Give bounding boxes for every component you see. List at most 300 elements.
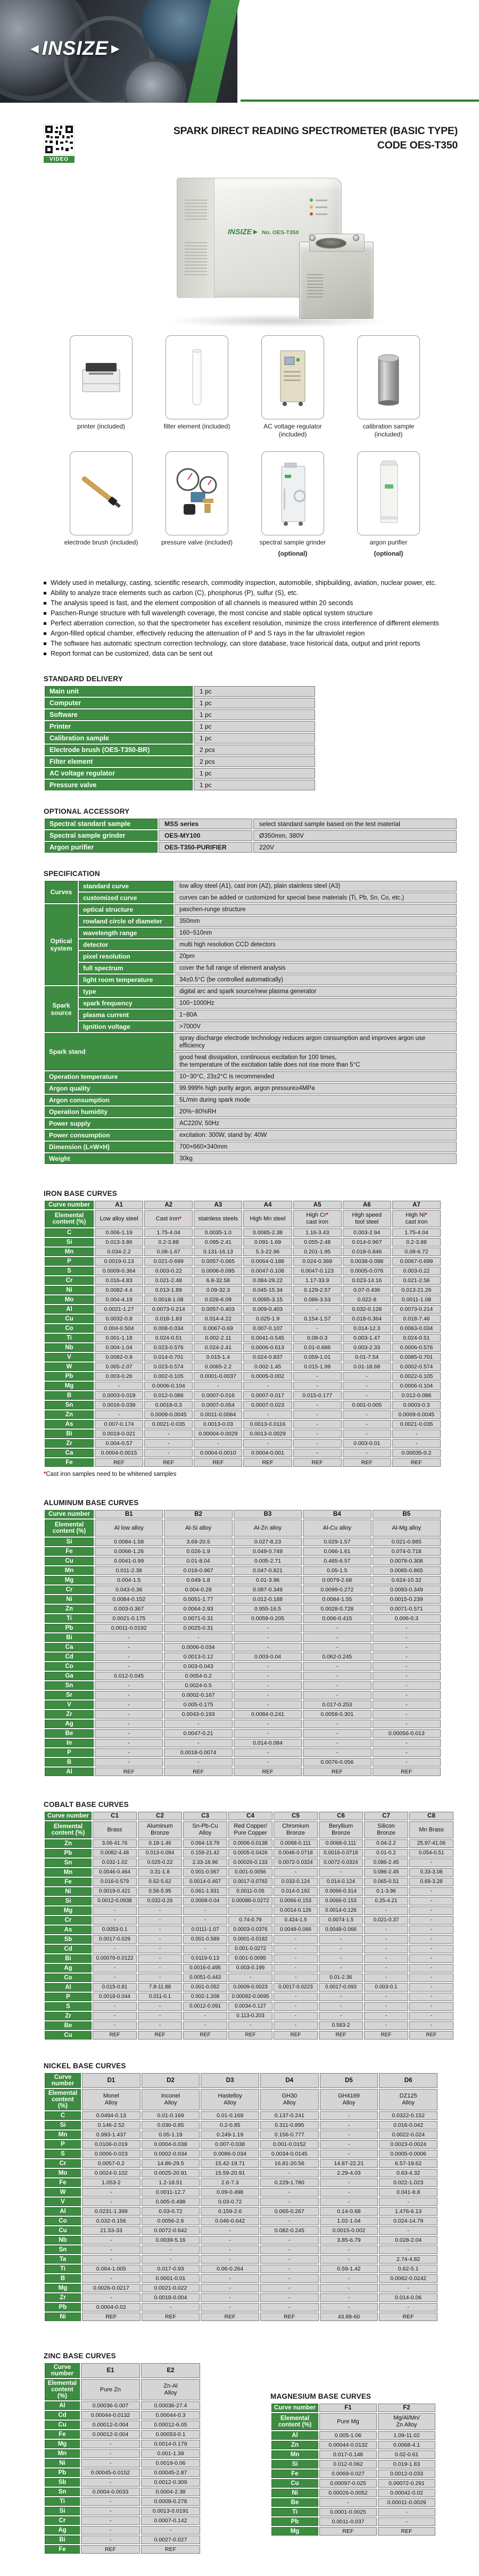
element-range: - bbox=[234, 1700, 302, 1709]
alloy-name: Hastelloy Alloy bbox=[201, 2089, 259, 2110]
element-symbol: Al bbox=[271, 2431, 318, 2440]
element-range: - bbox=[392, 1430, 441, 1438]
element-range: - bbox=[183, 1945, 227, 1953]
element-range: - bbox=[260, 2236, 319, 2244]
element-range: - bbox=[409, 1887, 453, 1896]
element-range: 0.032-0.156 bbox=[82, 2217, 141, 2225]
spectral-sample-grinder-icon bbox=[269, 459, 317, 528]
element-range: 0.013-1.89 bbox=[144, 1286, 193, 1294]
element-range: 0.0013-0.0116 bbox=[243, 1420, 292, 1429]
element-range: 0.001-1.39 bbox=[141, 2449, 200, 2458]
element-range: 0.01-8.04 bbox=[164, 1557, 232, 1565]
element-range: - bbox=[364, 1935, 408, 1944]
element-range: 0.0063-0.034 bbox=[392, 1324, 441, 1333]
spec-group-label: Spark source bbox=[45, 986, 78, 1032]
run-led bbox=[310, 199, 313, 202]
spec-value: excitation: 300W, stand by: 40W bbox=[175, 1130, 457, 1141]
element-range: - bbox=[138, 1926, 182, 1934]
element-range: 0.005-2.07 bbox=[95, 1363, 143, 1371]
led-label-bar bbox=[316, 213, 327, 215]
alloy-name: Brass bbox=[93, 1821, 137, 1838]
iron-base-curves-section bbox=[44, 1190, 458, 1477]
alloy-name: Zn-Al Alloy bbox=[141, 2379, 200, 2400]
element-range: - bbox=[320, 2111, 378, 2120]
spec-value: 20pm bbox=[175, 951, 457, 962]
element-range: 0.024-0.51 bbox=[144, 1334, 193, 1342]
element-range: 0.036-0.85 bbox=[142, 2121, 200, 2129]
element-range: 0.05-1.5 bbox=[303, 1566, 371, 1575]
element-range: - bbox=[81, 2440, 140, 2448]
element-range: 0.006-0.3 bbox=[373, 1614, 441, 1623]
element-range: 0.0021-0.175 bbox=[95, 1614, 163, 1623]
element-symbol: Fe bbox=[45, 2178, 81, 2187]
elemental-content-label: Elemental content (%) bbox=[45, 2089, 81, 2110]
element-range: - bbox=[320, 2140, 378, 2149]
element-range: 0.012-0.086 bbox=[392, 1391, 441, 1400]
element-range: 0.00042-0.02 bbox=[378, 2489, 435, 2497]
element-range: REF bbox=[82, 2313, 141, 2321]
element-range: 0.0013-0.12 bbox=[164, 1653, 232, 1661]
element-symbol: In bbox=[45, 1739, 94, 1747]
element-range: - bbox=[201, 2274, 259, 2283]
element-range: 0.229-1.780 bbox=[260, 2178, 319, 2187]
element-range: - bbox=[274, 1868, 318, 1877]
calibration-sample-icon bbox=[365, 345, 412, 409]
specification-section bbox=[44, 870, 458, 1165]
element-range: 0.00092-0.0695 bbox=[228, 1993, 272, 2001]
element-range: 0.0001-0.01 bbox=[142, 2274, 200, 2283]
element-range: 0.001-1.18 bbox=[95, 1334, 143, 1342]
elemental-content-label: Elemental content (%) bbox=[271, 2413, 318, 2430]
element-range: - bbox=[409, 1945, 453, 1953]
element-range: - bbox=[364, 2021, 408, 2030]
element-range: 0.0034-0.0145 bbox=[260, 2150, 319, 2158]
element-range: 0.003-2.94 bbox=[343, 1228, 391, 1237]
element-symbol: Ca bbox=[45, 1449, 94, 1457]
element-range: 0.0057-0.2 bbox=[82, 2159, 141, 2168]
element-range: 0.014-0.192 bbox=[274, 1887, 318, 1896]
element-range: 0.0005-0.0426 bbox=[228, 1849, 272, 1857]
element-range: 0.018-0.364 bbox=[343, 1315, 391, 1323]
spec-group-label: Curves bbox=[45, 881, 78, 903]
element-range: - bbox=[260, 2188, 319, 2197]
alloy-name: High Cr* cast iron bbox=[293, 1210, 342, 1227]
element-range: 0.0076-0.056 bbox=[303, 1758, 371, 1766]
element-range: 0.14-0.68 bbox=[320, 2207, 378, 2216]
element-range: - bbox=[138, 2002, 182, 2011]
curve-number: D3 bbox=[201, 2073, 259, 2088]
element-range: - bbox=[138, 1964, 182, 1972]
element-range: 0.032-1.02 bbox=[93, 1859, 137, 1867]
element-symbol: C bbox=[45, 1228, 94, 1237]
element-range: 0.0012-0.033 bbox=[378, 2470, 435, 2478]
accessory-grid bbox=[53, 335, 436, 571]
element-range: 0.01-18.68 bbox=[343, 1363, 391, 1371]
element-range: - bbox=[93, 1964, 137, 1972]
element-range: 0.0028-0.728 bbox=[303, 1605, 371, 1613]
stand-knob bbox=[309, 235, 316, 241]
element-range: 0.0082-4.48 bbox=[93, 1849, 137, 1857]
element-range: - bbox=[82, 2255, 141, 2264]
element-symbol: Al bbox=[45, 2207, 81, 2216]
element-range: 0.00035-0.2 bbox=[392, 1449, 441, 1457]
element-range: 0.0009-0.0045 bbox=[144, 1410, 193, 1419]
element-range: 0.0047-0.123 bbox=[293, 1267, 342, 1275]
element-symbol: Mn bbox=[45, 1248, 94, 1256]
alloy-name: Red Copper/ Pure Copper bbox=[228, 1821, 272, 1838]
curve-number: F1 bbox=[319, 2404, 377, 2412]
element-symbol: Zr bbox=[45, 1710, 94, 1719]
alloy-name: Beryllium Bronze bbox=[319, 1821, 363, 1838]
element-range: - bbox=[373, 1691, 441, 1699]
element-range: - bbox=[379, 2198, 437, 2206]
product-image bbox=[145, 172, 399, 321]
element-range: 0.055-2.48 bbox=[293, 1238, 342, 1246]
curve-number: D5 bbox=[320, 2073, 378, 2088]
element-range: 0.0004-0.0010 bbox=[194, 1449, 242, 1457]
element-range: 0.00088-0.0272 bbox=[228, 1897, 272, 1905]
curve-number: C2 bbox=[138, 1812, 182, 1820]
element-range: - bbox=[364, 1954, 408, 1963]
alloy-name: Al-Cu alloy bbox=[303, 1520, 371, 1537]
element-range: - bbox=[95, 1643, 163, 1652]
spec-value: 1~80A bbox=[175, 1010, 457, 1020]
element-range: - bbox=[138, 2012, 182, 2020]
element-symbol: Nb bbox=[45, 2236, 81, 2244]
element-symbol: Mn bbox=[271, 2450, 318, 2459]
element-range: - bbox=[95, 1729, 163, 1738]
element-range: - bbox=[379, 2245, 437, 2254]
element-range: - bbox=[234, 1691, 302, 1699]
element-range: 0.0007-0.054 bbox=[194, 1401, 242, 1409]
element-range: 0.0072-0.0324 bbox=[319, 1859, 363, 1867]
spec-value: AC220V, 50Hz bbox=[175, 1118, 457, 1129]
element-range: 0.001-0.0056 bbox=[228, 1868, 272, 1877]
zinc-base-curves-table bbox=[44, 2362, 201, 2555]
element-symbol: Be bbox=[271, 2498, 318, 2507]
element-range: 0.0068-4.1 bbox=[378, 2441, 435, 2449]
element-range: 0.0006-0.0138 bbox=[228, 1839, 272, 1848]
delivery-qty: 1 pc bbox=[194, 698, 315, 708]
element-range: 0.0022-0.024 bbox=[379, 2131, 437, 2139]
element-range: - bbox=[320, 2245, 378, 2254]
element-range: 0.0086-0.034 bbox=[201, 2150, 259, 2158]
element-range: 0.029-1.57 bbox=[303, 1538, 371, 1546]
element-range: REF bbox=[243, 1458, 292, 1467]
element-range: 0.0025-20.91 bbox=[142, 2169, 200, 2177]
element-range: - bbox=[319, 1954, 363, 1963]
spec-value: 99.999% high purity argon, argon pressure≥4MPa bbox=[175, 1083, 457, 1094]
element-symbol: Cd bbox=[45, 1945, 92, 1953]
curve-number-label: Curve number bbox=[45, 1812, 92, 1820]
element-range: 0.087-0.349 bbox=[234, 1586, 302, 1594]
element-range: - bbox=[164, 1739, 232, 1747]
element-range: 15.42-19.71 bbox=[201, 2159, 259, 2168]
element-symbol: Cr bbox=[45, 2159, 81, 2168]
element-range: 0.0054-0.2 bbox=[164, 1672, 232, 1680]
curve-number: A1 bbox=[95, 1201, 143, 1209]
element-range: 0.014-12.3 bbox=[343, 1324, 391, 1333]
element-range: - bbox=[319, 2498, 377, 2507]
element-range: 0.31-1.8 bbox=[138, 1868, 182, 1877]
element-range: 0.00026-0.133 bbox=[228, 1859, 272, 1867]
element-range: - bbox=[320, 2188, 378, 2197]
element-range: - bbox=[373, 1681, 441, 1690]
element-range: 0.082-0.245 bbox=[260, 2226, 319, 2235]
element-range: - bbox=[373, 1662, 441, 1671]
element-symbol: Ga bbox=[45, 1672, 94, 1680]
element-range: 0.003-2.33 bbox=[343, 1343, 391, 1352]
element-range: 0.006-1.19 bbox=[95, 1228, 143, 1237]
element-range: 0.0006-0.576 bbox=[392, 1343, 441, 1352]
insize-logo bbox=[28, 37, 123, 60]
spec-value: spray discharge electrode technology reduces argon consumption and improves argon use efficiency bbox=[175, 1033, 457, 1051]
spec-value: 30kg bbox=[175, 1153, 457, 1164]
element-range: 0.0001-0.0037 bbox=[194, 1372, 242, 1381]
element-range: 0.0006-0.613 bbox=[243, 1343, 292, 1352]
element-symbol: Si bbox=[45, 2121, 81, 2129]
element-range: 0.0011-0.0084 bbox=[194, 1410, 242, 1419]
spec-value: curves can be added or customized for special base materials (Ti, Pb, Sn, Co, etc.) bbox=[175, 893, 457, 903]
delivery-qty: 1 pc bbox=[194, 733, 315, 744]
spec-sub-label: plasma current bbox=[79, 1010, 174, 1020]
element-range: 0.00011-0.0029 bbox=[378, 2498, 435, 2507]
element-symbol: Mg bbox=[45, 2440, 80, 2448]
element-range: - bbox=[373, 1633, 441, 1642]
curve-number: C7 bbox=[364, 1812, 408, 1820]
element-range: 0.0012-0.0938 bbox=[93, 1897, 137, 1905]
element-range: 0.0068-0.111 bbox=[274, 1839, 318, 1848]
feature-item: The software has automatic spectrum correction technology, can store database, trace historical data, output and print reports bbox=[44, 639, 458, 649]
spec-row-label: Argon consumption bbox=[45, 1095, 174, 1105]
element-symbol: Co bbox=[45, 1974, 92, 1982]
element-range: 0.019-0.967 bbox=[164, 1566, 232, 1575]
element-range: 0.00045-2.87 bbox=[141, 2468, 200, 2477]
alloy-name: stainless steels bbox=[194, 1210, 242, 1227]
element-range: - bbox=[320, 2303, 378, 2311]
element-range: - bbox=[81, 2449, 140, 2458]
element-range: 0.0024-0.5 bbox=[164, 1681, 232, 1690]
element-symbol: Mo bbox=[45, 1295, 94, 1304]
iron-base-curves-table bbox=[44, 1200, 442, 1468]
element-range: - bbox=[320, 2293, 378, 2302]
element-range: 0.0032-0.8 bbox=[95, 1315, 143, 1323]
element-range: 0.0011-12.7 bbox=[142, 2188, 200, 2197]
element-range: 0.0004-0.0033 bbox=[81, 2488, 140, 2496]
accessory-filter-element bbox=[157, 335, 237, 439]
element-range: 0.0004-0.0015 bbox=[95, 1449, 143, 1457]
element-range: REF bbox=[293, 1458, 342, 1467]
element-range: - bbox=[303, 1633, 371, 1642]
element-range: 2.6-7.3 bbox=[201, 2178, 259, 2187]
element-range: - bbox=[373, 1624, 441, 1632]
element-symbol: Mg bbox=[45, 1576, 94, 1584]
element-symbol: Co bbox=[45, 1324, 94, 1333]
element-range: 25.97-41.06 bbox=[409, 1839, 453, 1848]
element-range: 0.084-29.22 bbox=[243, 1276, 292, 1285]
element-range: 0.0009-0.0023 bbox=[228, 1983, 272, 1992]
element-range: 0.028-2.04 bbox=[379, 2236, 437, 2244]
element-range: 0.0084-0.241 bbox=[234, 1710, 302, 1719]
element-range: 0.74-0.79 bbox=[228, 1916, 272, 1925]
element-symbol: Si bbox=[271, 2460, 318, 2468]
element-range: 0.001-0.589 bbox=[183, 1935, 227, 1944]
element-range: 0.01-2.36 bbox=[319, 1974, 363, 1982]
element-symbol: Zn bbox=[45, 1839, 92, 1848]
element-range: 0.018-7.46 bbox=[392, 1315, 441, 1323]
specification-title: SPECIFICATION bbox=[44, 870, 100, 878]
argon-purifier-icon bbox=[365, 459, 412, 528]
elemental-content-label: Elemental content (%) bbox=[45, 2379, 80, 2400]
curve-number: C5 bbox=[274, 1812, 318, 1820]
element-range: - bbox=[392, 1439, 441, 1448]
element-symbol: Ni bbox=[271, 2489, 318, 2497]
element-symbol: Mn bbox=[45, 1868, 92, 1877]
curve-number: C3 bbox=[183, 1812, 227, 1820]
element-range: 0.00036-0.007 bbox=[81, 2401, 140, 2410]
element-range: 0.624-10.32 bbox=[373, 1576, 441, 1584]
element-range: 0.012-0.045 bbox=[95, 1672, 163, 1680]
element-range: 0.064-13.79 bbox=[183, 1839, 227, 1848]
element-range: 0.0067-0.69 bbox=[194, 1324, 242, 1333]
curve-number: A2 bbox=[144, 1201, 193, 1209]
spec-value: 350mm bbox=[175, 916, 457, 927]
element-range: 0.159-21.42 bbox=[183, 1849, 227, 1857]
element-range: - bbox=[260, 2284, 319, 2292]
page-title bbox=[174, 124, 458, 153]
element-range: 0.00045-0.0152 bbox=[81, 2468, 140, 2477]
element-range: 0.021-2.48 bbox=[144, 1276, 193, 1285]
accessory-code: MSS series bbox=[159, 819, 252, 829]
element-range: 0.0002-0.034 bbox=[142, 2150, 200, 2158]
element-range: - bbox=[243, 1410, 292, 1419]
alloy-name: Inconel Alloy bbox=[142, 2089, 200, 2110]
curve-number: D6 bbox=[379, 2073, 437, 2088]
element-range: - bbox=[234, 1662, 302, 1671]
top-banner bbox=[0, 0, 479, 103]
element-range: 0.00097-0.025 bbox=[319, 2479, 377, 2488]
spec-sub-label: customized curve bbox=[79, 893, 174, 903]
element-range: 0.00044-0.0132 bbox=[319, 2441, 377, 2449]
element-range: - bbox=[201, 2303, 259, 2311]
element-range: 0.016-0.579 bbox=[93, 1878, 137, 1886]
feature-item: The analysis speed is fast, and the element composition of all channels is measured within 20 seconds bbox=[44, 598, 458, 608]
element-range: - bbox=[364, 1906, 408, 1915]
element-range: 0.0007-0.023 bbox=[243, 1401, 292, 1409]
element-range: 0.0002-0.574 bbox=[392, 1363, 441, 1371]
element-range: - bbox=[364, 1945, 408, 1953]
accessory-code: OES-MY100 bbox=[159, 830, 252, 841]
element-range: 5.3-22.96 bbox=[243, 1248, 292, 1256]
element-range: 0.001-0.0272 bbox=[228, 1945, 272, 1953]
nickel-base-curves-section bbox=[44, 2062, 458, 2322]
red-asterisk: * bbox=[179, 1215, 181, 1222]
feature-item: Ability to analyze trace elements such as carbon (C), phosphorus (P), sulfur (S), etc. bbox=[44, 588, 458, 598]
vent-grille bbox=[185, 242, 207, 276]
element-range: - bbox=[81, 2516, 140, 2525]
element-range: - bbox=[343, 1410, 391, 1419]
element-symbol: Al bbox=[45, 1768, 94, 1776]
element-range: - bbox=[293, 1401, 342, 1409]
element-range: 0.004-1.04 bbox=[95, 1343, 143, 1352]
element-range: 0.0019-0.421 bbox=[93, 1887, 137, 1896]
video-label: VIDEO bbox=[44, 156, 75, 163]
element-symbol: Ni bbox=[45, 1595, 94, 1604]
element-range: 0.00012-0.004 bbox=[81, 2430, 140, 2439]
element-range: 0.09-32.3 bbox=[194, 1286, 242, 1294]
element-range: - bbox=[373, 1710, 441, 1719]
element-range: - bbox=[228, 1906, 272, 1915]
delivery-item: Electrode brush (OES-T350-BR) bbox=[45, 745, 193, 755]
element-range: 0.63-4.32 bbox=[379, 2169, 437, 2177]
spec-value: multi high resolution CCD detectors bbox=[175, 939, 457, 950]
element-range: 0.01-3.96 bbox=[234, 1576, 302, 1584]
element-range: 0.0001-0.0182 bbox=[228, 1935, 272, 1944]
element-range: 0.0048-0.066 bbox=[319, 1926, 363, 1934]
element-range: 0.0034-0.127 bbox=[228, 2002, 272, 2011]
element-range: 0.061-1.931 bbox=[183, 1887, 227, 1896]
element-range: 0.03-0.72 bbox=[142, 2207, 200, 2216]
element-range: - bbox=[293, 1382, 342, 1390]
element-symbol: Mn bbox=[45, 1566, 94, 1575]
element-range: - bbox=[95, 1748, 163, 1757]
element-range: 0.021-0.699 bbox=[144, 1257, 193, 1266]
element-symbol: Zr bbox=[45, 1439, 94, 1448]
element-range: 0.086-2.45 bbox=[364, 1868, 408, 1877]
element-range: 0.025-1.9 bbox=[243, 1315, 292, 1323]
feature-item: Perfect aberration correction, so that the spectrometer has excellent resolution, minimize the cross interference of different elements bbox=[44, 618, 458, 629]
element-range: 0.146-2.52 bbox=[82, 2121, 141, 2129]
element-range: - bbox=[95, 1739, 163, 1747]
element-range: 0.18-1.46 bbox=[138, 1839, 182, 1848]
element-range: 0.014-4.22 bbox=[194, 1315, 242, 1323]
element-range: 0.045-15.34 bbox=[243, 1286, 292, 1294]
element-range: - bbox=[303, 1748, 371, 1757]
unit-side-panel bbox=[177, 178, 214, 298]
element-range: - bbox=[95, 1691, 163, 1699]
element-range: REF bbox=[81, 2545, 140, 2554]
element-range: - bbox=[183, 1916, 227, 1925]
element-range: 0.311-0.895 bbox=[260, 2121, 319, 2129]
element-range: - bbox=[82, 2245, 141, 2254]
element-range: 0.0085-2.38 bbox=[243, 1228, 292, 1237]
element-range: - bbox=[293, 1410, 342, 1419]
element-range: 0.004-4.19 bbox=[95, 1295, 143, 1304]
spec-value: 10~30°C, 23±2°C is recommended bbox=[175, 1071, 457, 1082]
element-range: - bbox=[303, 1691, 371, 1699]
element-symbol: Cu bbox=[45, 2421, 80, 2429]
element-range: 0.0053-0.1 bbox=[93, 1926, 137, 1934]
element-range: 0.0046-0.0718 bbox=[274, 1849, 318, 1857]
element-range: - bbox=[320, 2121, 378, 2129]
element-symbol: Cr bbox=[45, 1276, 94, 1285]
electrode-brush-image bbox=[70, 451, 133, 535]
element-range: REF bbox=[303, 1768, 371, 1776]
accessory-caption: argon purifier bbox=[369, 539, 408, 546]
title-line-1: SPARK DIRECT READING SPECTROMETER (BASIC TYPE) bbox=[173, 125, 458, 137]
element-symbol: Cd bbox=[45, 2411, 80, 2420]
aluminum-base-curves-title: ALUMINUM BASE CURVES bbox=[44, 1499, 139, 1507]
element-range: 1.053-2 bbox=[82, 2178, 141, 2187]
element-range: - bbox=[343, 1420, 391, 1429]
element-range: 0.0066-0.153 bbox=[274, 1897, 318, 1905]
element-range: 0.049-0.749 bbox=[234, 1547, 302, 1556]
element-symbol: Zn bbox=[271, 2441, 318, 2449]
element-range: 3.85-6.79 bbox=[320, 2236, 378, 2244]
element-range: 0.0006-0.095 bbox=[194, 1267, 242, 1275]
element-range: 0.0019-0.13 bbox=[95, 1257, 143, 1266]
specification-table bbox=[44, 880, 458, 1165]
